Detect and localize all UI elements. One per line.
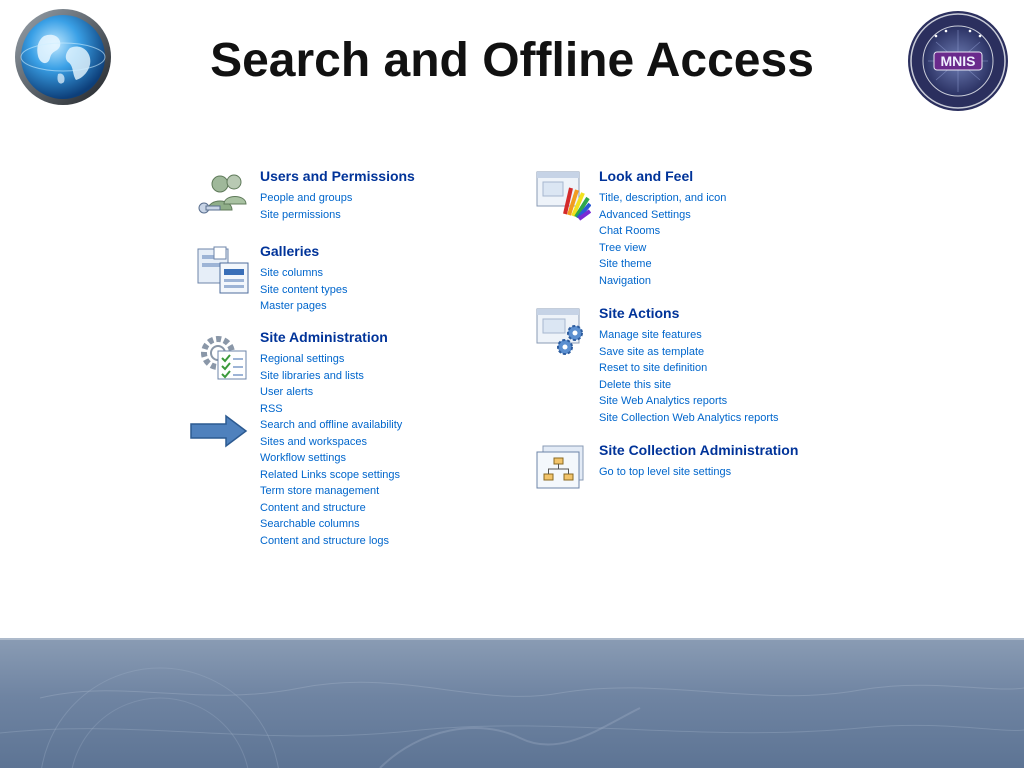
section-site-collection-administration (535, 444, 855, 494)
link-content-and-structure-logs[interactable]: Content and structure logs (260, 534, 390, 547)
section-title: Look and Feel (599, 168, 694, 184)
link-user-alerts[interactable]: User alerts (260, 386, 314, 398)
mnis-seal-icon (906, 10, 1010, 112)
galleries-icon (196, 245, 252, 297)
link-rss[interactable]: RSS (260, 402, 283, 415)
site-collection-icon (535, 444, 591, 496)
link-title-description-and-icon[interactable]: Title, description, and icon (599, 192, 727, 204)
link-searchable-columns[interactable]: Searchable columns (260, 518, 360, 530)
link-site-content-types[interactable]: Site content types (260, 283, 348, 296)
footer-map-texture (0, 638, 1024, 768)
link-advanced-settings[interactable]: Advanced Settings (599, 208, 691, 221)
link-site-theme[interactable]: Site theme (599, 258, 652, 270)
link-list (599, 327, 779, 426)
link-site-columns[interactable]: Site columns (260, 267, 323, 279)
link-term-store-management[interactable]: Term store management (260, 485, 380, 497)
section-title: Site Collection Administration (599, 442, 799, 458)
link-sites-and-workspaces[interactable]: Sites and workspaces (260, 435, 367, 448)
link-list (260, 265, 347, 315)
link-site-permissions[interactable]: Site permissions (260, 208, 341, 221)
section-title: Users and Permissions (260, 168, 415, 184)
site-actions-icon (535, 307, 591, 359)
link-navigation[interactable]: Navigation (599, 274, 651, 287)
link-search-and-offline-availability[interactable]: Search and offline availability (260, 419, 403, 431)
link-master-pages[interactable]: Master pages (260, 300, 327, 312)
link-save-site-as-template[interactable]: Save site as template (599, 345, 705, 358)
seal-text: MNIS (940, 53, 976, 69)
section-galleries (196, 245, 516, 315)
section-look-and-feel (535, 170, 855, 290)
section-title: Site Actions (599, 305, 680, 321)
link-list (599, 190, 726, 289)
section-site-actions (535, 307, 855, 427)
section-users-and-permissions (196, 170, 516, 230)
link-go-to-top-level-site-settings[interactable]: Go to top level site settings (599, 466, 732, 478)
slide-title: Search and Offline Access (210, 34, 814, 87)
link-manage-site-features[interactable]: Manage site features (599, 329, 702, 341)
site-admin-icon (196, 331, 252, 383)
link-list (260, 351, 402, 549)
look-and-feel-icon (535, 170, 591, 222)
link-content-and-structure[interactable]: Content and structure (260, 501, 366, 514)
section-title: Site Administration (260, 329, 388, 345)
link-chat-rooms[interactable]: Chat Rooms (599, 225, 661, 237)
link-delete-this-site[interactable]: Delete this site (599, 378, 672, 391)
link-site-collection-web-analytics-reports[interactable]: Site Collection Web Analytics reports (599, 411, 779, 424)
footer-band (0, 638, 1024, 768)
link-regional-settings[interactable]: Regional settings (260, 353, 345, 365)
link-tree-view[interactable]: Tree view (599, 241, 647, 254)
link-workflow-settings[interactable]: Workflow settings (260, 452, 346, 464)
link-list (599, 464, 731, 481)
users-icon (196, 170, 252, 222)
link-reset-to-site-definition[interactable]: Reset to site definition (599, 362, 708, 374)
link-site-web-analytics-reports[interactable]: Site Web Analytics reports (599, 395, 728, 407)
section-title: Galleries (260, 243, 320, 259)
link-people-and-groups[interactable]: People and groups (260, 192, 353, 204)
link-site-libraries-and-lists[interactable]: Site libraries and lists (260, 369, 364, 382)
link-related-links-scope-settings[interactable]: Related Links scope settings (260, 468, 401, 481)
pointer-arrow-icon (190, 414, 248, 448)
link-list (260, 190, 352, 223)
globe-logo-icon (14, 8, 112, 106)
